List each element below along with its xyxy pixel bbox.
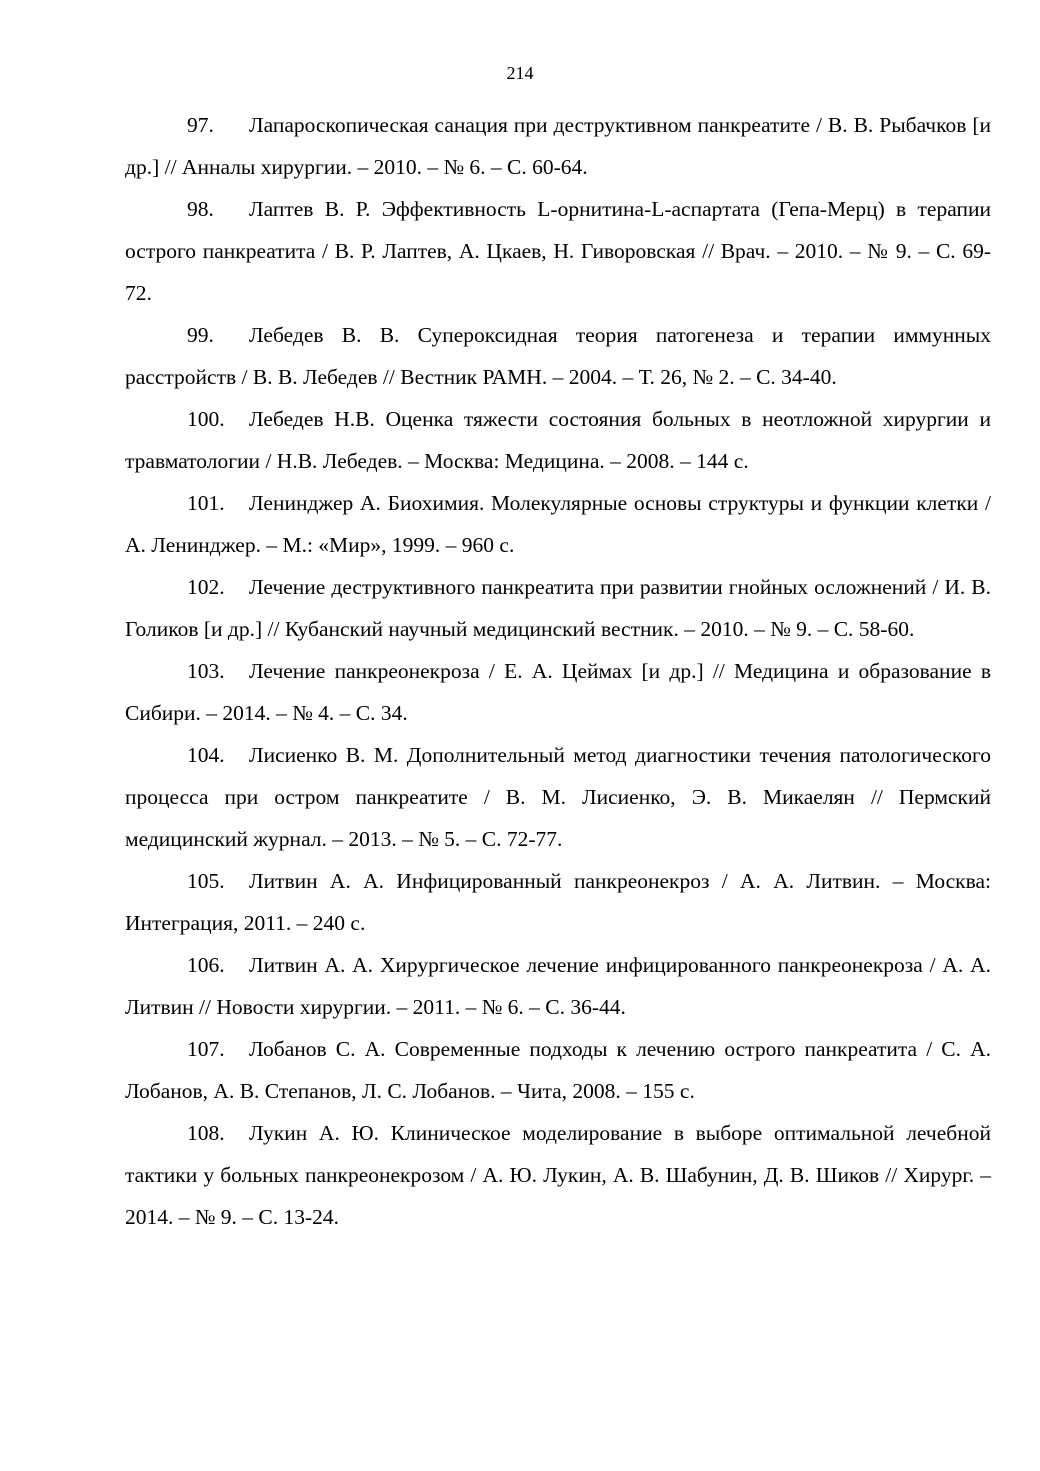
reference-text: Лечение деструктивного панкреатита при развитии гнойных осложнений / И. В. Голиков [и др.] // Кубанский научный медицинский вестник. – 2010. – № 9. – С. 58-60. xyxy=(125,575,991,641)
reference-item xyxy=(125,314,991,398)
reference-item xyxy=(125,482,991,566)
reference-number: 102. xyxy=(187,575,225,599)
reference-item xyxy=(125,566,991,650)
reference-number: 104. xyxy=(187,743,225,767)
reference-text: Лечение панкреонекроза / Е. А. Цеймах [и др.] // Медицина и образование в Сибири. – 2014. – № 4. – С. 34. xyxy=(125,659,991,725)
reference-number: 101. xyxy=(187,491,225,515)
reference-number: 100. xyxy=(187,407,225,431)
reference-number: 103. xyxy=(187,659,225,683)
reference-item xyxy=(125,650,991,734)
reference-item xyxy=(125,1112,991,1238)
reference-item xyxy=(125,944,991,1028)
reference-number: 99. xyxy=(187,323,214,347)
reference-text: Ленинджер А. Биохимия. Молекулярные основы структуры и функции клетки / А. Ленинджер. – М.: «Мир», 1999. – 960 с. xyxy=(125,491,991,557)
reference-number: 107. xyxy=(187,1037,225,1061)
reference-text: Лисиенко В. М. Дополнительный метод диагностики течения патологического процесса при остром панкреатите / В. М. Лисиенко, Э. В. Микаелян // Пермский медицинский журнал. – 2013. – № 5. – С. 72-77. xyxy=(125,743,991,851)
reference-text: Лукин А. Ю. Клиническое моделирование в выборе оптимальной лечебной тактики у больных панкреонекрозом / А. Ю. Лукин, А. В. Шабунин, Д. В. Шиков // Хирург. – 2014. – № 9. – С. 13-24. xyxy=(125,1121,991,1229)
reference-item xyxy=(125,398,991,482)
reference-number: 108. xyxy=(187,1121,225,1145)
reference-list xyxy=(125,104,991,1238)
reference-number: 105. xyxy=(187,869,225,893)
reference-text: Лобанов С. А. Современные подходы к лечению острого панкреатита / С. А. Лобанов, А. В. Степанов, Л. С. Лобанов. – Чита, 2008. – 155 с. xyxy=(125,1037,991,1103)
reference-text: Лебедев В. В. Супероксидная теория патогенеза и терапии иммунных расстройств / В. В. Лебедев // Вестник РАМН. – 2004. – Т. 26, № 2. – С. 34-40. xyxy=(125,323,991,389)
reference-number: 98. xyxy=(187,197,214,221)
reference-text: Лапароскопическая санация при деструктивном панкреатите / В. В. Рыбачков [и др.] // Анналы хирургии. – 2010. – № 6. – С. 60-64. xyxy=(125,113,991,179)
reference-item xyxy=(125,188,991,314)
reference-number: 106. xyxy=(187,953,225,977)
reference-item xyxy=(125,860,991,944)
reference-item xyxy=(125,1028,991,1112)
reference-text: Литвин А. А. Хирургическое лечение инфицированного панкреонекроза / А. А. Литвин // Новости хирургии. – 2011. – № 6. – С. 36-44. xyxy=(125,953,991,1019)
reference-item xyxy=(125,104,991,188)
reference-text: Лебедев Н.В. Оценка тяжести состояния больных в неотложной хирургии и травматологии / Н.В. Лебедев. – Москва: Медицина. – 2008. – 144 с. xyxy=(125,407,991,473)
reference-item xyxy=(125,734,991,860)
reference-text: Лаптев В. Р. Эффективность L-орнитина-L-аспартата (Гепа-Мерц) в терапии острого панкреатита / В. Р. Лаптев, А. Цкаев, Н. Гиворовская // Врач. – 2010. – № 9. – С. 69-72. xyxy=(125,197,991,305)
page-number: 214 xyxy=(506,63,534,83)
reference-text: Литвин А. А. Инфицированный панкреонекроз / А. А. Литвин. – Москва: Интеграция, 2011. – 240 с. xyxy=(125,869,991,935)
reference-number: 97. xyxy=(187,113,214,137)
